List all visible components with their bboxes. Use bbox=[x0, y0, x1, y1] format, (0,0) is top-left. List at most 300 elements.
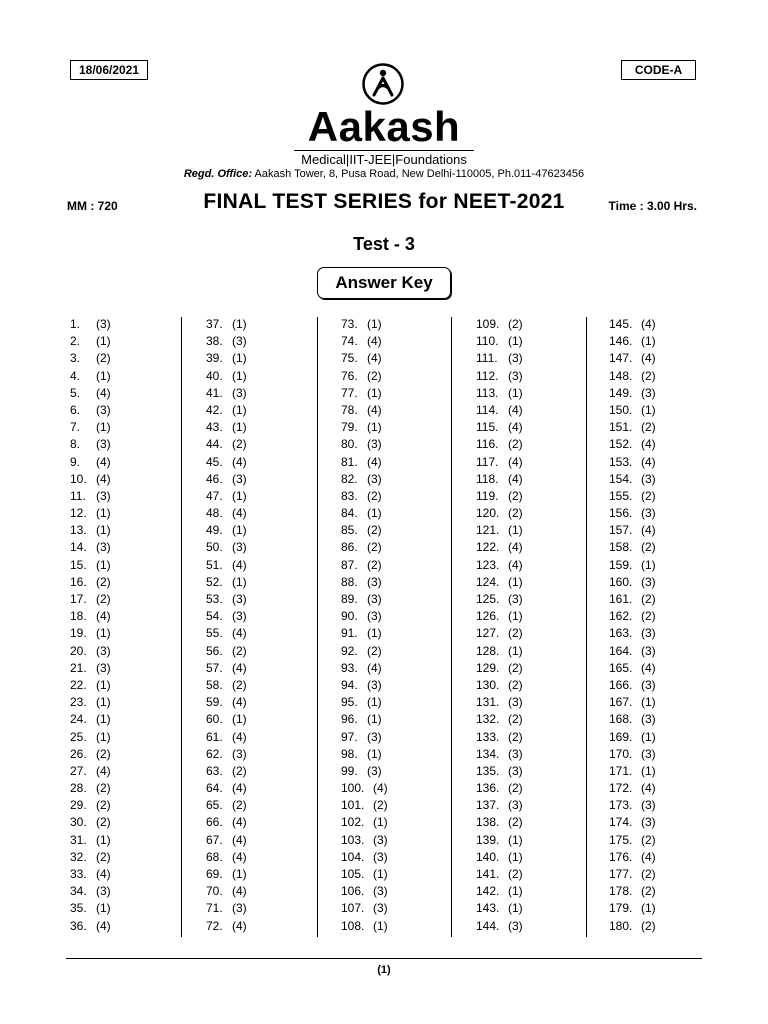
question-number: 109. bbox=[476, 317, 500, 331]
answer-row bbox=[341, 660, 388, 677]
question-number: 21. bbox=[70, 660, 87, 675]
answer-row bbox=[206, 522, 247, 539]
answer-option: (3) bbox=[641, 798, 656, 813]
answer-option: (2) bbox=[96, 815, 111, 830]
answer-row bbox=[206, 746, 247, 763]
answer-row bbox=[341, 385, 388, 402]
answer-row bbox=[609, 625, 656, 642]
answer-option: (4) bbox=[641, 849, 656, 864]
answer-row bbox=[609, 763, 656, 780]
column-divider bbox=[317, 317, 318, 937]
question-number: 124. bbox=[476, 574, 500, 589]
answer-row bbox=[609, 694, 656, 711]
answer-option: (4) bbox=[232, 557, 247, 572]
question-number: 72. bbox=[206, 918, 223, 933]
question-number: 77. bbox=[341, 385, 358, 400]
answer-row bbox=[341, 557, 388, 574]
question-number: 99. bbox=[341, 763, 358, 778]
answer-option: (4) bbox=[232, 832, 247, 847]
answer-option: (4) bbox=[641, 317, 656, 331]
answer-row bbox=[206, 866, 247, 883]
answer-option: (2) bbox=[508, 506, 523, 521]
answer-row bbox=[476, 849, 523, 866]
question-number: 117. bbox=[476, 454, 499, 469]
question-number: 53. bbox=[206, 592, 223, 606]
answer-option: (2) bbox=[508, 867, 523, 881]
question-number: 83. bbox=[341, 488, 358, 503]
answer-row bbox=[70, 402, 111, 419]
question-number: 129. bbox=[476, 660, 500, 675]
answer-row bbox=[476, 419, 523, 436]
answer-option: (4) bbox=[96, 918, 111, 933]
question-number: 139. bbox=[476, 832, 500, 847]
question-number: 119. bbox=[476, 488, 499, 503]
column-divider bbox=[586, 317, 587, 937]
answer-row bbox=[476, 660, 523, 677]
question-number: 92. bbox=[341, 643, 358, 658]
answer-row bbox=[341, 539, 388, 556]
answer-row bbox=[476, 746, 523, 763]
answer-row bbox=[476, 711, 523, 728]
answer-row bbox=[341, 883, 388, 900]
answer-row bbox=[609, 900, 656, 917]
answer-option: (4) bbox=[96, 454, 111, 469]
answer-row bbox=[206, 368, 247, 385]
question-number: 133. bbox=[476, 729, 500, 744]
answer-option: (1) bbox=[96, 626, 111, 641]
answer-option: (3) bbox=[373, 884, 388, 899]
answer-row bbox=[70, 316, 111, 333]
answer-row bbox=[476, 866, 523, 883]
answer-row bbox=[341, 505, 388, 522]
question-number: 66. bbox=[206, 815, 223, 830]
answer-row bbox=[609, 677, 656, 694]
answer-row bbox=[70, 797, 111, 814]
answer-option: (4) bbox=[232, 815, 247, 830]
answer-key-heading: Answer Key bbox=[317, 267, 451, 299]
answer-row bbox=[476, 591, 523, 608]
answer-row bbox=[341, 333, 388, 350]
answer-option: (3) bbox=[367, 592, 382, 606]
question-number: 179. bbox=[609, 901, 633, 916]
question-number: 15. bbox=[70, 557, 87, 572]
question-number: 2. bbox=[70, 334, 81, 349]
question-number: 116. bbox=[476, 437, 499, 452]
question-number: 168. bbox=[609, 712, 633, 727]
answer-row bbox=[70, 436, 111, 453]
question-number: 103. bbox=[341, 832, 365, 847]
answer-option: (3) bbox=[367, 609, 382, 624]
question-number: 98. bbox=[341, 746, 358, 761]
question-number: 18. bbox=[70, 609, 87, 624]
question-number: 156. bbox=[609, 506, 633, 521]
answer-option: (1) bbox=[367, 712, 382, 727]
question-number: 70. bbox=[206, 884, 223, 899]
answer-option: (3) bbox=[641, 712, 656, 727]
question-number: 140. bbox=[476, 849, 500, 864]
column-divider bbox=[181, 317, 182, 937]
answer-option: (3) bbox=[232, 334, 247, 349]
answer-option: (2) bbox=[641, 540, 656, 555]
answer-row bbox=[70, 729, 111, 746]
question-number: 59. bbox=[206, 695, 223, 710]
answer-row bbox=[609, 436, 656, 453]
question-number: 166. bbox=[609, 677, 633, 692]
answer-option: (1) bbox=[96, 420, 111, 435]
answer-row bbox=[206, 333, 247, 350]
question-number: 64. bbox=[206, 781, 223, 796]
question-number: 76. bbox=[341, 368, 358, 383]
answer-row bbox=[206, 729, 247, 746]
question-number: 82. bbox=[341, 471, 358, 486]
answer-option: (3) bbox=[96, 884, 111, 899]
answer-row bbox=[609, 368, 656, 385]
logo-wordmark: Aakash bbox=[307, 103, 461, 150]
answer-row bbox=[341, 694, 388, 711]
question-number: 137. bbox=[476, 798, 500, 813]
answer-option: (1) bbox=[641, 402, 656, 417]
answer-option: (3) bbox=[373, 901, 388, 916]
answer-row bbox=[609, 454, 656, 471]
answer-row bbox=[341, 368, 388, 385]
question-number: 67. bbox=[206, 832, 223, 847]
answer-option: (2) bbox=[508, 729, 523, 744]
answer-option: (1) bbox=[508, 523, 523, 538]
answer-option: (3) bbox=[508, 368, 523, 383]
answer-row bbox=[341, 643, 388, 660]
answer-option: (1) bbox=[641, 695, 656, 710]
answer-option: (2) bbox=[508, 712, 523, 727]
answer-option: (3) bbox=[641, 643, 656, 658]
answer-row bbox=[206, 900, 247, 917]
answer-option: (4) bbox=[508, 557, 523, 572]
answer-row bbox=[341, 711, 388, 728]
question-number: 105. bbox=[341, 867, 365, 881]
question-number: 120. bbox=[476, 506, 500, 521]
answer-option: (4) bbox=[96, 763, 111, 778]
answer-option: (4) bbox=[508, 454, 523, 469]
answer-option: (1) bbox=[232, 420, 247, 435]
answer-option: (3) bbox=[508, 746, 523, 761]
question-number: 171. bbox=[609, 763, 633, 778]
answer-row bbox=[609, 608, 656, 625]
answer-option: (4) bbox=[367, 402, 382, 417]
answer-option: (1) bbox=[508, 884, 523, 899]
footer-divider bbox=[66, 958, 702, 959]
answer-option: (4) bbox=[232, 918, 247, 933]
answer-option: (2) bbox=[367, 540, 382, 555]
answer-row bbox=[609, 385, 656, 402]
question-number: 125. bbox=[476, 592, 500, 606]
question-number: 30. bbox=[70, 815, 87, 830]
answer-option: (4) bbox=[232, 884, 247, 899]
answer-row bbox=[206, 814, 247, 831]
answer-option: (1) bbox=[508, 385, 523, 400]
answer-row bbox=[206, 557, 247, 574]
answer-row bbox=[476, 522, 523, 539]
answer-row bbox=[476, 832, 523, 849]
answer-row bbox=[476, 557, 523, 574]
question-number: 74. bbox=[341, 334, 358, 349]
answer-option: (1) bbox=[367, 626, 382, 641]
question-number: 145. bbox=[609, 317, 633, 331]
answer-row bbox=[70, 471, 111, 488]
answer-row bbox=[476, 814, 523, 831]
answer-row bbox=[609, 797, 656, 814]
question-number: 11. bbox=[70, 488, 86, 503]
answer-row bbox=[341, 522, 388, 539]
question-number: 85. bbox=[341, 523, 358, 538]
answer-row bbox=[341, 350, 388, 367]
question-number: 6. bbox=[70, 402, 81, 417]
answer-option: (3) bbox=[508, 351, 523, 366]
answer-option: (1) bbox=[232, 402, 247, 417]
question-number: 114. bbox=[476, 402, 499, 417]
question-number: 87. bbox=[341, 557, 358, 572]
answer-row bbox=[341, 849, 388, 866]
answer-row bbox=[70, 454, 111, 471]
question-number: 23. bbox=[70, 695, 87, 710]
answer-row bbox=[476, 574, 523, 591]
answer-option: (3) bbox=[373, 832, 388, 847]
answer-option: (3) bbox=[641, 574, 656, 589]
question-number: 60. bbox=[206, 712, 223, 727]
answer-option: (1) bbox=[508, 643, 523, 658]
answer-row bbox=[341, 729, 388, 746]
question-number: 78. bbox=[341, 402, 358, 417]
question-number: 36. bbox=[70, 918, 87, 933]
question-number: 164. bbox=[609, 643, 633, 658]
answer-row bbox=[70, 522, 111, 539]
question-number: 37. bbox=[206, 317, 223, 331]
answer-option: (3) bbox=[232, 385, 247, 400]
question-number: 176. bbox=[609, 849, 633, 864]
answer-row bbox=[206, 711, 247, 728]
answer-row bbox=[206, 591, 247, 608]
answer-row bbox=[476, 471, 523, 488]
answer-row bbox=[206, 471, 247, 488]
question-number: 4. bbox=[70, 368, 81, 383]
answer-option: (3) bbox=[641, 626, 656, 641]
question-number: 146. bbox=[609, 334, 633, 349]
answer-option: (4) bbox=[367, 351, 382, 366]
question-number: 1. bbox=[70, 317, 81, 331]
question-number: 25. bbox=[70, 729, 87, 744]
question-number: 55. bbox=[206, 626, 223, 641]
answer-option: (1) bbox=[96, 677, 111, 692]
answer-option: (1) bbox=[232, 351, 247, 366]
question-number: 35. bbox=[70, 901, 87, 916]
question-number: 157. bbox=[609, 523, 633, 538]
question-number: 26. bbox=[70, 746, 87, 761]
time-duration: Time : 3.00 Hrs. bbox=[608, 199, 697, 213]
question-number: 177. bbox=[609, 867, 633, 881]
answer-row bbox=[341, 436, 388, 453]
answer-option: (2) bbox=[96, 574, 111, 589]
answer-row bbox=[476, 883, 523, 900]
answer-row bbox=[341, 419, 388, 436]
question-number: 144. bbox=[476, 918, 500, 933]
question-number: 48. bbox=[206, 506, 223, 521]
aakash-logo bbox=[294, 62, 474, 166]
answer-option: (2) bbox=[367, 557, 382, 572]
answer-option: (4) bbox=[96, 609, 111, 624]
answer-option: (2) bbox=[96, 351, 111, 366]
answer-option: (2) bbox=[641, 420, 656, 435]
answer-row bbox=[609, 557, 656, 574]
answer-option: (4) bbox=[232, 781, 247, 796]
answer-row bbox=[70, 746, 111, 763]
answer-row bbox=[70, 591, 111, 608]
question-number: 31. bbox=[70, 832, 87, 847]
column-divider bbox=[451, 317, 452, 937]
answer-option: (1) bbox=[96, 557, 111, 572]
answer-row bbox=[341, 918, 388, 935]
answer-option: (4) bbox=[508, 402, 523, 417]
answer-option: (1) bbox=[508, 609, 523, 624]
answer-option: (3) bbox=[367, 677, 382, 692]
question-number: 100. bbox=[341, 781, 365, 796]
answer-option: (3) bbox=[508, 798, 523, 813]
answer-row bbox=[609, 883, 656, 900]
answer-option: (4) bbox=[641, 660, 656, 675]
answer-row bbox=[206, 350, 247, 367]
answer-row bbox=[609, 918, 656, 935]
answer-option: (2) bbox=[232, 677, 247, 692]
answer-option: (3) bbox=[641, 677, 656, 692]
answer-row bbox=[70, 385, 111, 402]
answer-option: (3) bbox=[367, 437, 382, 452]
answer-row bbox=[476, 694, 523, 711]
answer-option: (1) bbox=[508, 334, 523, 349]
question-number: 32. bbox=[70, 849, 87, 864]
question-number: 126. bbox=[476, 609, 500, 624]
answer-row bbox=[70, 814, 111, 831]
answer-option: (1) bbox=[232, 488, 247, 503]
answer-row bbox=[609, 316, 656, 333]
answer-option: (1) bbox=[641, 763, 656, 778]
question-number: 88. bbox=[341, 574, 358, 589]
answer-option: (1) bbox=[373, 918, 388, 933]
answer-option: (3) bbox=[96, 488, 111, 503]
question-number: 159. bbox=[609, 557, 633, 572]
answer-row bbox=[341, 832, 388, 849]
answer-row bbox=[70, 608, 111, 625]
answer-option: (4) bbox=[232, 626, 247, 641]
answer-option: (1) bbox=[373, 815, 388, 830]
question-number: 130. bbox=[476, 677, 500, 692]
answer-row bbox=[341, 746, 388, 763]
answer-row bbox=[206, 505, 247, 522]
question-number: 43. bbox=[206, 420, 223, 435]
answer-option: (3) bbox=[508, 695, 523, 710]
answer-row bbox=[476, 729, 523, 746]
answer-option: (1) bbox=[96, 901, 111, 916]
answer-option: (2) bbox=[508, 488, 523, 503]
answer-option: (4) bbox=[508, 420, 523, 435]
question-number: 14. bbox=[70, 540, 87, 555]
question-number: 75. bbox=[341, 351, 358, 366]
answer-row bbox=[476, 677, 523, 694]
answer-row bbox=[341, 780, 388, 797]
question-number: 150. bbox=[609, 402, 633, 417]
answer-option: (1) bbox=[641, 334, 656, 349]
answer-option: (1) bbox=[641, 557, 656, 572]
question-number: 28. bbox=[70, 781, 87, 796]
answer-option: (2) bbox=[508, 437, 523, 452]
answer-column bbox=[206, 316, 247, 935]
answer-row bbox=[476, 539, 523, 556]
answer-row bbox=[476, 488, 523, 505]
answer-row bbox=[206, 918, 247, 935]
question-number: 131. bbox=[476, 695, 500, 710]
answer-row bbox=[206, 643, 247, 660]
question-number: 94. bbox=[341, 677, 358, 692]
question-number: 38. bbox=[206, 334, 223, 349]
answer-option: (4) bbox=[641, 454, 656, 469]
answer-row bbox=[70, 780, 111, 797]
question-number: 163. bbox=[609, 626, 633, 641]
answer-row bbox=[609, 729, 656, 746]
question-number: 142. bbox=[476, 884, 500, 899]
answer-row bbox=[206, 316, 247, 333]
answer-row bbox=[476, 918, 523, 935]
question-number: 112. bbox=[476, 368, 499, 383]
answer-option: (3) bbox=[96, 437, 111, 452]
answer-row bbox=[341, 471, 388, 488]
question-number: 173. bbox=[609, 798, 633, 813]
question-number: 34. bbox=[70, 884, 87, 899]
answer-option: (3) bbox=[96, 660, 111, 675]
question-number: 106. bbox=[341, 884, 365, 899]
answer-option: (4) bbox=[641, 781, 656, 796]
answer-row bbox=[476, 643, 523, 660]
question-number: 135. bbox=[476, 763, 500, 778]
answer-row bbox=[206, 677, 247, 694]
answer-option: (1) bbox=[96, 832, 111, 847]
question-number: 86. bbox=[341, 540, 358, 555]
question-number: 162. bbox=[609, 609, 633, 624]
answer-option: (4) bbox=[641, 523, 656, 538]
answer-row bbox=[476, 900, 523, 917]
answer-row bbox=[476, 780, 523, 797]
answer-option: (2) bbox=[508, 677, 523, 692]
question-number: 174. bbox=[609, 815, 633, 830]
answer-row bbox=[70, 866, 111, 883]
answer-row bbox=[476, 505, 523, 522]
question-number: 172. bbox=[609, 781, 633, 796]
question-number: 49. bbox=[206, 523, 223, 538]
answer-option: (3) bbox=[641, 471, 656, 486]
question-number: 102. bbox=[341, 815, 365, 830]
answer-option: (2) bbox=[367, 523, 382, 538]
answer-row bbox=[70, 677, 111, 694]
question-number: 132. bbox=[476, 712, 500, 727]
question-number: 178. bbox=[609, 884, 633, 899]
answer-option: (2) bbox=[508, 660, 523, 675]
answer-option: (1) bbox=[96, 506, 111, 521]
answer-option: (3) bbox=[232, 540, 247, 555]
question-number: 122. bbox=[476, 540, 500, 555]
answer-option: (4) bbox=[96, 385, 111, 400]
question-number: 90. bbox=[341, 609, 358, 624]
answer-row bbox=[70, 574, 111, 591]
answer-row bbox=[206, 402, 247, 419]
question-number: 10. bbox=[70, 471, 87, 486]
question-number: 58. bbox=[206, 677, 223, 692]
answer-row bbox=[70, 849, 111, 866]
question-number: 29. bbox=[70, 798, 87, 813]
